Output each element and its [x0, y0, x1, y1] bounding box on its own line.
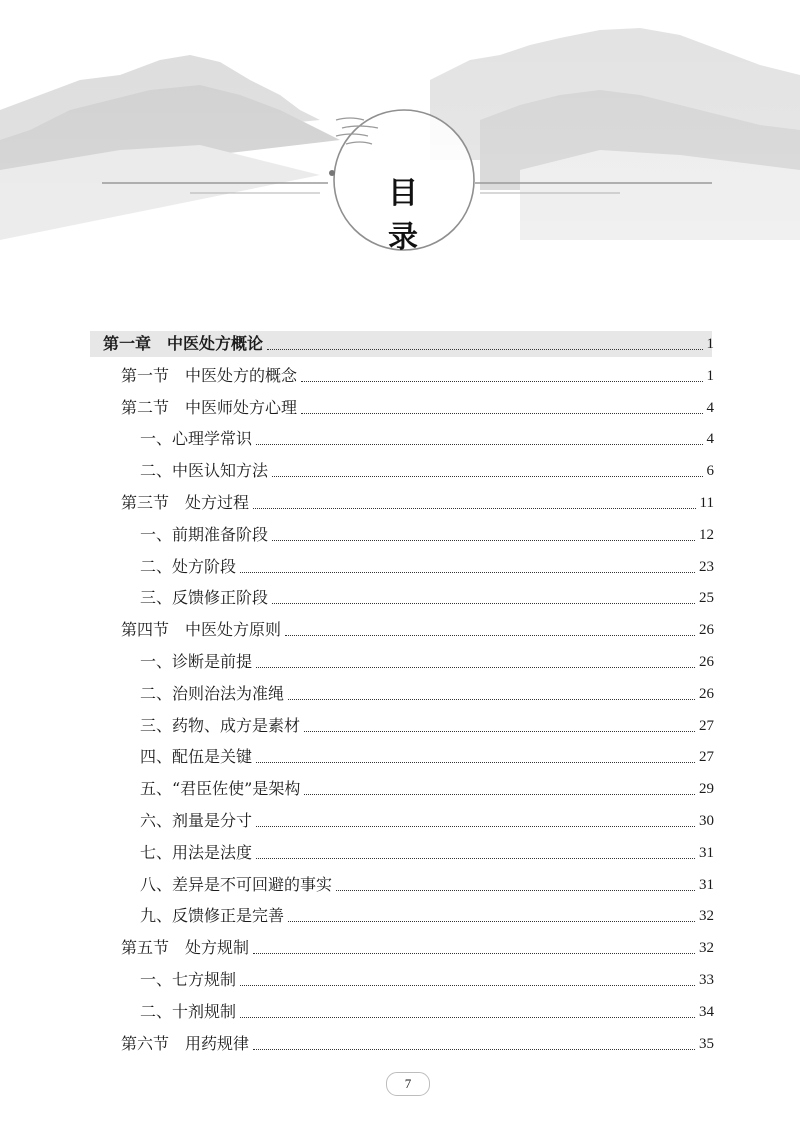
toc-entry-label: 三、反馈修正阶段 [140, 588, 269, 608]
toc-entry-page: 27 [699, 749, 714, 766]
toc-entry-label: 第六节 用药规律 [121, 1033, 250, 1053]
toc-section-row[interactable] [121, 360, 714, 392]
toc-entry-page: 26 [699, 685, 714, 702]
toc-entry-label: 三、药物、成方是素材 [140, 715, 301, 735]
toc-leader-dots [272, 475, 702, 477]
toc-entry-page: 25 [699, 590, 714, 607]
toc-leader-dots [253, 507, 696, 509]
toc-leader-dots [336, 889, 695, 891]
toc-leader-dots [272, 539, 695, 541]
toc-entry-label: 第五节 处方规制 [121, 938, 250, 958]
toc-item-row[interactable] [140, 678, 714, 710]
toc-entry-label: 八、差异是不可回避的事实 [140, 874, 333, 894]
toc-leader-dots [256, 761, 695, 763]
toc-item-row[interactable] [140, 837, 714, 869]
toc-leader-dots [253, 952, 695, 954]
toc-leader-dots [256, 825, 695, 827]
toc-entry-label: 四、配伍是关键 [140, 747, 253, 767]
toc-item-row[interactable] [140, 423, 714, 455]
toc-entry-page: 4 [706, 431, 714, 448]
toc-entry-label: 六、剂量是分寸 [140, 811, 253, 830]
toc-item-row[interactable] [140, 551, 714, 583]
toc-leader-dots [240, 571, 695, 573]
toc-entry-label: 一、七方规制 [140, 970, 237, 989]
toc-entry-label: 二、中医认知方法 [140, 461, 269, 481]
toc-entry-page: 33 [699, 972, 714, 988]
toc-entry-page: 4 [706, 399, 714, 416]
toc-entry-page: 26 [699, 654, 714, 670]
toc-entry-label: 九、反馈修正是完善 [140, 906, 285, 926]
toc-entry-label: 一、诊断是前提 [140, 652, 253, 671]
toc-item-row[interactable] [140, 900, 714, 932]
toc-leader-dots [256, 857, 695, 859]
toc-leader-dots [288, 698, 695, 700]
toc-entry-page: 32 [699, 908, 714, 925]
toc-leader-dots [301, 412, 702, 414]
toc-item-row[interactable] [140, 455, 714, 487]
toc-entry-label: 二、处方阶段 [140, 556, 237, 576]
toc-leader-dots [256, 443, 702, 445]
toc-section-row[interactable] [121, 392, 714, 424]
toc-section-row[interactable] [121, 1028, 714, 1060]
toc-entry-label: 五、“君臣佐使”是架构 [140, 779, 301, 799]
toc-entry-page: 34 [699, 1003, 714, 1020]
toc-entry-page: 35 [699, 1035, 714, 1052]
toc-entry-page: 23 [699, 558, 714, 575]
toc-leader-dots [272, 602, 695, 604]
toc-leader-dots [288, 920, 695, 922]
toc-leader-dots [304, 793, 695, 795]
toc-entry-label: 第一节 中医处方的概念 [121, 365, 298, 385]
toc-item-row[interactable] [140, 964, 714, 996]
toc-item-row[interactable] [140, 869, 714, 901]
toc-entry-label: 第四节 中医处方原则 [121, 620, 282, 640]
toc-entry-page: 12 [699, 526, 714, 543]
toc-section-row[interactable] [121, 487, 714, 519]
title-block [0, 0, 800, 320]
toc-leader-dots [240, 984, 695, 986]
toc-entry-page: 30 [699, 813, 714, 829]
toc-entry-page: 31 [699, 876, 714, 893]
toc-item-row[interactable] [140, 996, 714, 1028]
toc-entry-page: 6 [706, 463, 714, 480]
toc-section-row[interactable] [121, 614, 714, 646]
toc-entry-page: 1 [706, 336, 714, 352]
toc-entry-label: 一、前期准备阶段 [140, 524, 269, 544]
toc-entry-page: 27 [699, 717, 714, 734]
toc-item-row[interactable] [140, 805, 714, 837]
toc-entry-label: 第二节 中医师处方心理 [121, 397, 298, 417]
toc-leader-dots [285, 634, 695, 636]
toc-entry-page: 26 [699, 622, 714, 639]
toc-chapter-row[interactable] [103, 328, 714, 360]
toc-entry-label: 二、治则治法为准绳 [140, 683, 285, 703]
toc-entry-label: 一、心理学常识 [140, 429, 253, 449]
toc-section-row[interactable] [121, 932, 714, 964]
toc-entry-page: 1 [706, 367, 714, 384]
toc-leader-dots [304, 730, 695, 732]
toc-item-row[interactable] [140, 741, 714, 773]
toc-item-row[interactable] [140, 773, 714, 805]
toc-entry-label: 二、十剂规制 [140, 1001, 237, 1021]
toc-leader-dots [267, 348, 702, 350]
toc-entry-label: 七、用法是法度 [140, 842, 253, 862]
toc-entry-page: 31 [699, 844, 714, 861]
toc-entry-page: 11 [699, 495, 714, 511]
toc-leader-dots [301, 380, 702, 382]
toc-leader-dots [256, 666, 695, 668]
toc-item-row[interactable] [140, 519, 714, 551]
toc-leader-dots [240, 1016, 695, 1018]
page-title: 目 录 [388, 176, 436, 255]
toc-entry-label: 第一章 中医处方概论 [103, 334, 264, 353]
toc-item-row[interactable] [140, 710, 714, 742]
toc-entry-page: 32 [699, 940, 714, 957]
toc-entry-label: 第三节 处方过程 [121, 493, 250, 512]
page-number: 7 [386, 1072, 430, 1096]
toc-item-row[interactable] [140, 646, 714, 678]
toc-entry-page: 29 [699, 781, 714, 798]
toc-leader-dots [253, 1048, 695, 1050]
toc-item-row[interactable] [140, 582, 714, 614]
